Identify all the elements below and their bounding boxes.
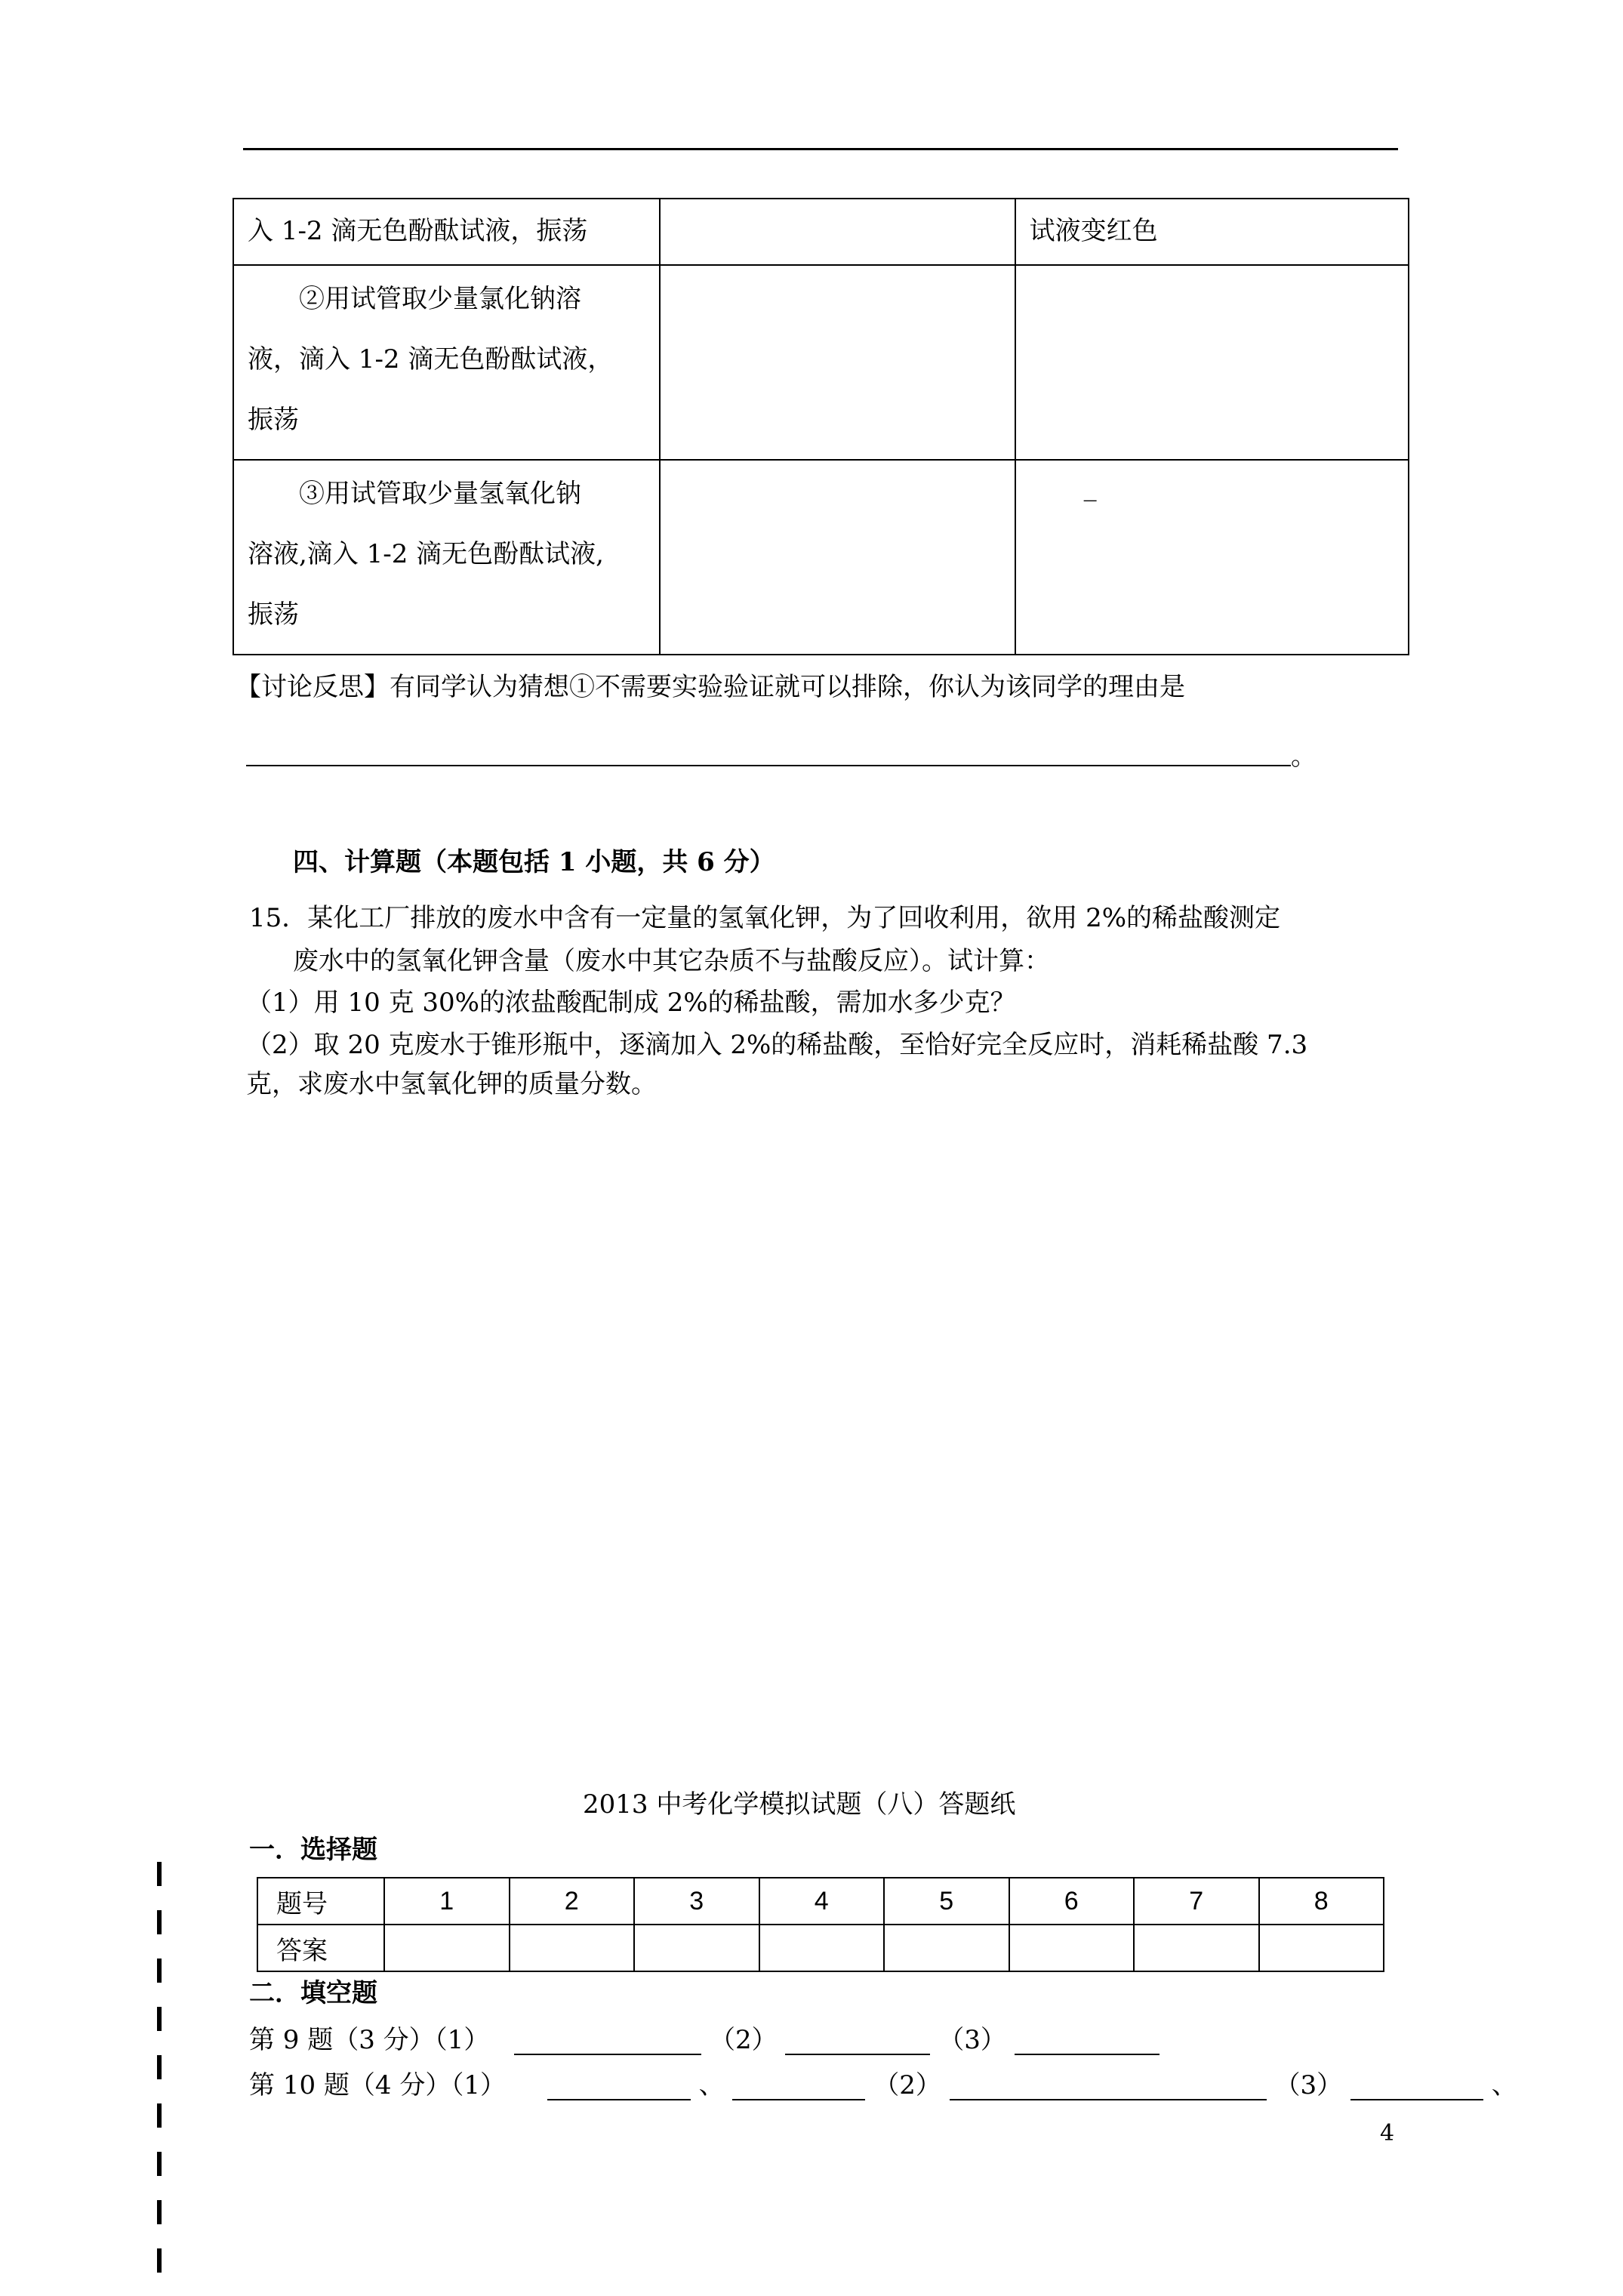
answer-sheet-title: 2013 中考化学模拟试题（八）答题纸 [583,1789,1016,1820]
answer-cell[interactable] [1134,1925,1259,1971]
q10-blank-1a[interactable] [547,2072,691,2100]
table-row [233,460,1409,655]
observation-cell [660,265,1015,460]
row-label-number: 题号 [257,1878,384,1925]
q10-blank-2[interactable] [950,2072,1267,2100]
row-label-answer: 答案 [257,1925,384,1971]
observation-cell [660,460,1015,655]
section1-heading: 一．选择题 [249,1835,377,1865]
answer-cell[interactable] [884,1925,1009,1971]
question-number-cell: 6 [1009,1878,1135,1925]
discussion-answer-line[interactable] [246,765,1291,766]
q10-blank-3[interactable] [1350,2072,1483,2100]
answer-cell[interactable] [759,1925,885,1971]
experiment-table [233,198,1409,655]
question-number-cell: 7 [1134,1878,1259,1925]
binding-line-dash [157,2007,162,2031]
q10-blank-1b[interactable] [732,2072,865,2100]
binding-line-dash [157,2055,162,2079]
binding-line-dash [157,2248,162,2273]
table-row [257,1925,1384,1971]
question-number-cell: 4 [759,1878,885,1925]
q9-part2-label: （2） [709,2025,778,2055]
table-row [233,265,1409,460]
table-row [257,1878,1384,1925]
cell-text: 入 1-2 滴无色酚酞试液，振荡 [248,216,588,246]
q15-line1: 15．某化工厂排放的废水中含有一定量的氢氧化钾，为了回收利用，欲用 2%的稀盐酸测定 [249,903,1281,933]
cell-text: 溶液,滴入 1-2 滴无色酚酞试液, [248,539,604,569]
answer-cell[interactable] [634,1925,759,1971]
binding-line-dash [157,2103,162,2128]
q10-part2-label: （2） [873,2070,941,2100]
q10-label: 第 10 题（4 分）（1） [249,2070,506,2100]
conclusion-cell [1015,265,1409,460]
answer-cell[interactable] [1009,1925,1135,1971]
cell-text: 振荡 [248,405,299,435]
question-number-cell: 8 [1259,1878,1384,1925]
question-number-cell: 2 [510,1878,635,1925]
cell-text: ②用试管取少量氯化钠溶 [248,284,581,314]
binding-line-dash [157,2152,162,2176]
q15-sub2-line2: 克，求废水中氢氧化钾的质量分数。 [246,1069,657,1099]
cell-text: 振荡 [248,599,299,630]
q10-end-mark: 、 [1491,2070,1517,2100]
header-rule [243,148,1398,150]
binding-line-dash [157,2200,162,2224]
question-number-cell: 5 [884,1878,1009,1925]
conclusion-cell: _ [1015,460,1409,655]
discussion-text: 【讨论反思】有同学认为猜想①不需要实验验证就可以排除，你认为该同学的理由是 [236,672,1185,702]
q10-row [249,2070,1517,2100]
binding-line-dash [157,1862,162,1886]
q9-label: 第 9 题（3 分）（1） [249,2025,490,2055]
q15-line2: 废水中的氢氧化钾含量（废水中其它杂质不与盐酸反应）。试计算： [293,946,1050,976]
section4-heading: 四、计算题（本题包括 1 小题，共 6 分） [293,847,775,877]
binding-line-dash [157,1959,162,1983]
section2-heading: 二．填空题 [249,1978,377,2008]
q9-blank-2[interactable] [785,2026,930,2055]
question-number-cell: 3 [634,1878,759,1925]
q15-sub1: （1）用 10 克 30%的浓盐酸配制成 2%的稀盐酸，需加水多少克？ [246,988,1016,1018]
q15-sub2-line1: （2）取 20 克废水于锥形瓶中，逐滴加入 2%的稀盐酸，至恰好完全反应时，消耗稀盐酸 7.3 [246,1030,1308,1060]
discussion-end-mark: 。 [1291,741,1317,772]
q10-separator: 、 [698,2070,725,2100]
answer-cell[interactable] [1259,1925,1384,1971]
answer-cell[interactable] [510,1925,635,1971]
conclusion-cell: 试液变红色 [1015,199,1409,265]
question-number-cell: 1 [384,1878,510,1925]
q9-blank-3[interactable] [1015,2026,1160,2055]
cell-text: 液，滴入 1-2 滴无色酚酞试液， [248,344,614,374]
q9-row [249,2025,1160,2055]
choice-answer-table [257,1877,1384,1972]
page-number: 4 [1380,2120,1395,2147]
answer-cell[interactable] [384,1925,510,1971]
cell-text: ③用试管取少量氢氧化钠 [248,479,581,509]
observation-cell [660,199,1015,265]
q10-part3-label: （3） [1274,2070,1343,2100]
q9-blank-1[interactable] [514,2026,701,2055]
table-row [233,199,1409,265]
binding-line-dash [157,1910,162,1934]
q9-part3-label: （3） [938,2025,1006,2055]
